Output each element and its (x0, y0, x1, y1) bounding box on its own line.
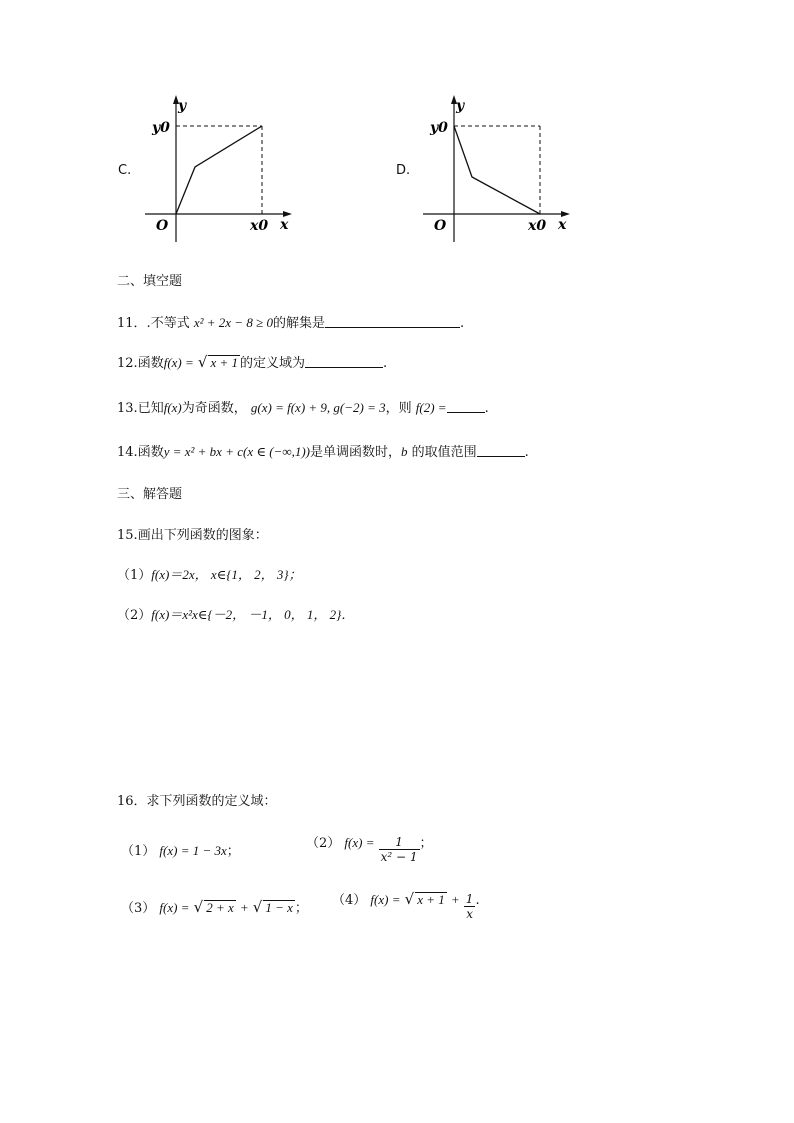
q15-part-2 (117, 604, 354, 623)
graph-d-y0-label: y0 (430, 120, 448, 136)
option-c-label: C. (118, 163, 132, 178)
q15-part-2-label: （2） (117, 608, 152, 623)
q16-part-2-end: ； (419, 836, 433, 851)
question-15 (117, 524, 268, 543)
q13-number: 13. (117, 401, 138, 416)
q12-fx: f(x) = (163, 355, 194, 370)
q14-expression: y = x² + bx + c(x ∈ (−∞,1)) (163, 444, 310, 459)
section-fill-in-title: 二、填空题 (117, 274, 183, 289)
q16-part-1-label: （1） (121, 844, 156, 859)
graph-d-origin-label: O (434, 218, 447, 234)
q16-part-3-sqrt-icon-2: √ (252, 898, 263, 916)
graph-c-y-label: y (178, 98, 187, 114)
graph-d (418, 92, 583, 247)
q13-answer-blank[interactable] (447, 400, 485, 413)
q16-part-2-fraction (379, 835, 420, 864)
q14-text: 函数 (137, 445, 164, 460)
q12-sqrt-icon: √ (197, 353, 208, 371)
q16-part-1-end: ； (226, 844, 240, 859)
q15-part-1 (117, 564, 302, 583)
question-13 (117, 397, 489, 416)
graph-c-origin-label: O (156, 218, 169, 234)
q14-text-post: 的取值范围 (411, 445, 477, 460)
q16-part-3-end: ； (294, 901, 308, 916)
q16-part-3 (121, 897, 308, 916)
q16-text: 求下列函数的定义域： (146, 794, 277, 809)
graph-d-curve (454, 126, 540, 214)
q16-part-3-label: （3） (121, 901, 156, 916)
q15-part-2-expression: f(x)＝x²x∈{－2， －1， 0， 1， 2}． (151, 607, 355, 622)
q16-part-4-fx: f(x) = (370, 892, 401, 907)
q12-radicand: x + 1 (210, 355, 239, 370)
graph-c (140, 92, 305, 247)
q14-b: b (401, 444, 408, 459)
q16-part-4-sqrt-icon: √ (404, 890, 415, 908)
q12-end: . (383, 356, 388, 371)
q11-expression: x² + 2x − 8 ≥ 0 (193, 315, 273, 330)
q16-part-2-numerator: 1 (395, 835, 403, 849)
q11-number: 11．. (117, 316, 151, 331)
q16-part-4 (332, 889, 480, 921)
q12-text-post: 的定义域为 (240, 356, 306, 371)
q16-part-3-radicand-1: 2 + x (206, 900, 234, 915)
q12-answer-blank[interactable] (305, 355, 383, 368)
q16-part-3-radicand-2: 1 − x (265, 900, 293, 915)
q15-part-1-expression: f(x)＝2x， x∈{1， 2， 3}； (151, 567, 302, 582)
option-d-label: D. (396, 163, 411, 178)
q14-number: 14. (117, 445, 138, 460)
q16-number: 16． (117, 794, 147, 809)
q15-text: 画出下列函数的图象： (137, 528, 268, 543)
question-14 (117, 441, 529, 460)
q11-answer-blank[interactable] (325, 315, 460, 328)
question-11 (117, 312, 464, 331)
q13-expression: g(x) = f(x) + 9, g(−2) = 3 (250, 400, 386, 415)
q16-part-3-fx: f(x) = (159, 900, 190, 915)
q13-text: 已知 (137, 401, 164, 416)
q16-part-4-end: . (475, 893, 480, 908)
q11-text: 不等式 (150, 316, 190, 331)
q13-text-mid: 为奇函数， (181, 401, 247, 416)
q15-number: 15. (117, 528, 138, 543)
q14-end: . (524, 445, 529, 460)
q16-part-4-denominator: x (464, 906, 476, 921)
section-solution-title: 三、解答题 (117, 487, 183, 502)
q11-end: . (459, 316, 465, 331)
q16-part-3-sqrt-icon-1: √ (193, 898, 204, 916)
q13-fx: f(x) (163, 400, 182, 415)
graph-d-x0-label: x0 (528, 218, 547, 234)
q15-part-1-label: （1） (117, 568, 152, 583)
q12-number: 12. (117, 356, 138, 371)
q16-part-2 (306, 832, 433, 864)
q14-text-mid: 是单调函数时， (310, 445, 402, 460)
q16-part-2-fx: f(x) = (344, 835, 375, 850)
graph-c-x-label: x (280, 217, 289, 233)
q12-text: 函数 (137, 356, 164, 371)
q16-part-4-radicand: x + 1 (417, 892, 445, 907)
q13-text-then: ，则 (385, 401, 412, 416)
q16-part-1 (121, 840, 240, 859)
q16-part-2-denominator: x² − 1 (380, 850, 418, 864)
graph-d-x-label: x (558, 217, 567, 233)
q11-text-post: 的解集是 (272, 316, 325, 331)
q14-answer-blank[interactable] (477, 444, 525, 457)
q16-part-1-expression: f(x) = 1 − 3x (159, 843, 227, 858)
q16-part-4-label: （4） (332, 893, 367, 908)
graph-c-curve (176, 126, 262, 214)
graph-d-y-label: y (456, 98, 465, 114)
q13-ask: f(2) = (415, 400, 447, 415)
q16-part-3-plus: + (239, 900, 249, 915)
q16-part-4-numerator: 1 (465, 892, 474, 906)
q16-part-2-label: （2） (306, 836, 341, 851)
question-12 (117, 352, 387, 371)
q13-end: . (484, 401, 489, 416)
graph-c-y0-label: y0 (152, 120, 170, 136)
q16-part-4-plus: + (450, 892, 460, 907)
question-16 (117, 790, 277, 809)
q16-part-4-fraction (464, 892, 476, 921)
graph-c-x0-label: x0 (250, 218, 269, 234)
